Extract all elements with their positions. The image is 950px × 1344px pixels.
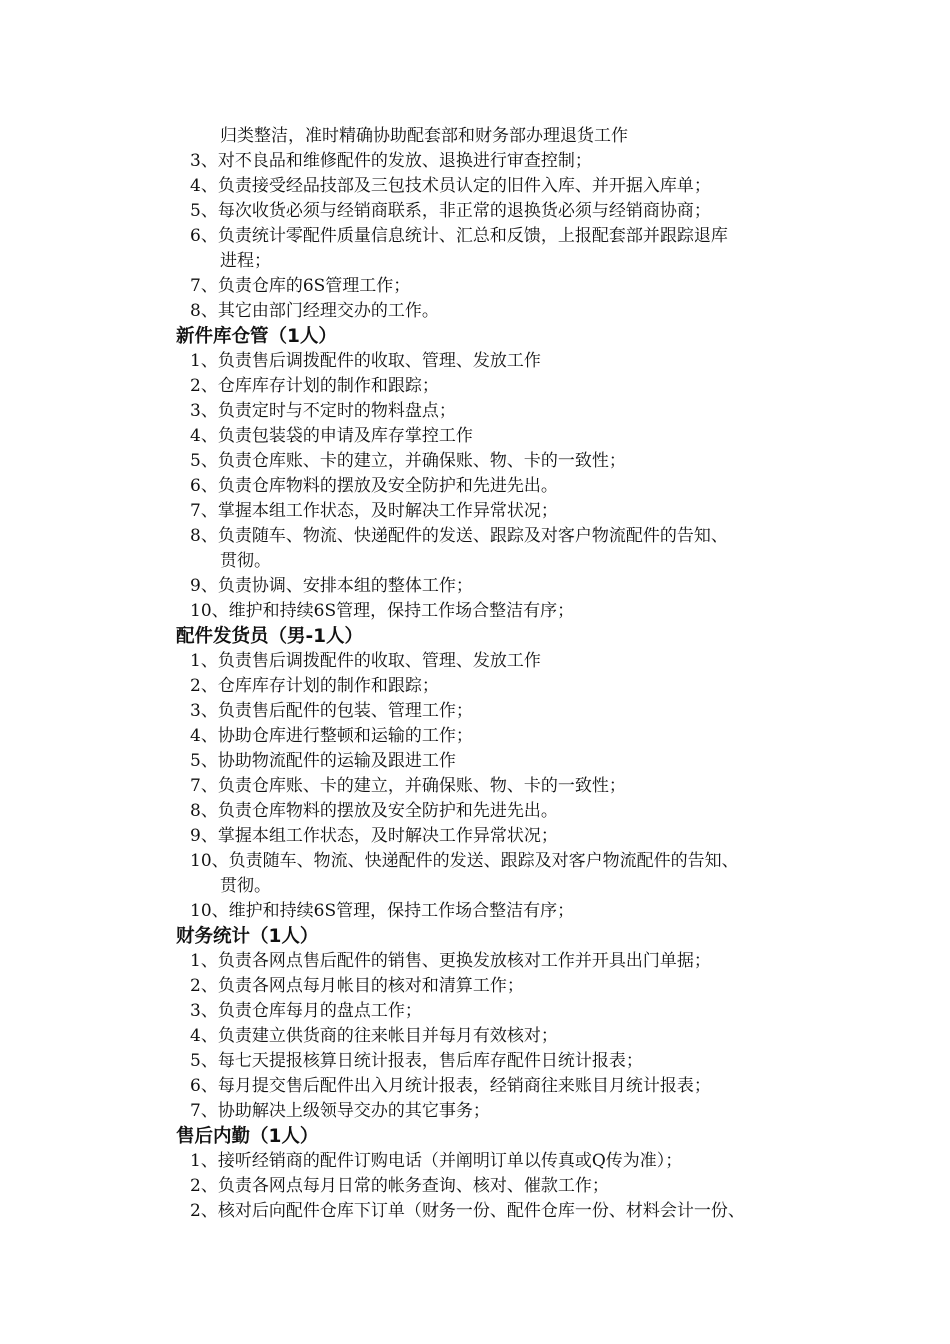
- list-item: 8、负责仓库物料的摆放及安全防护和先进先出。: [190, 801, 558, 821]
- list-item: 2、仓库库存计划的制作和跟踪；: [190, 376, 439, 396]
- section-heading: 新件库仓管（1人）: [176, 326, 337, 347]
- list-item: 7、负责仓库的6S管理工作；: [190, 276, 411, 296]
- list-item: 8、负责随车、物流、快递配件的发送、跟踪及对客户物流配件的告知、: [190, 526, 728, 546]
- list-item: 9、掌握本组工作状态，及时解决工作异常状况；: [190, 826, 558, 846]
- list-item: 3、负责售后配件的包装、管理工作；: [190, 701, 473, 721]
- document-body: [176, 124, 816, 1224]
- list-item: 4、负责接受经品技部及三包技术员认定的旧件入库、并开据入库单；: [190, 176, 711, 196]
- list-item: 1、接听经销商的配件订购电话（并阐明订单以传真或Q传为准）；: [190, 1151, 683, 1171]
- section-heading: 财务统计（1人）: [176, 926, 319, 947]
- list-item: 7、掌握本组工作状态，及时解决工作异常状况；: [190, 501, 558, 521]
- list-item: 6、负责统计零配件质量信息统计、汇总和反馈，上报配套部并跟踪退库: [190, 226, 728, 246]
- list-item: 1、负责各网点售后配件的销售、更换发放核对工作并开具出门单据；: [190, 951, 711, 971]
- list-item: 6、负责仓库物料的摆放及安全防护和先进先出。: [190, 476, 558, 496]
- list-item: 2、仓库库存计划的制作和跟踪；: [190, 676, 439, 696]
- list-item: 5、负责仓库账、卡的建立，并确保账、物、卡的一致性；: [190, 451, 626, 471]
- section-heading: 售后内勤（1人）: [176, 1126, 319, 1147]
- list-item-continuation: 贯彻。: [220, 551, 271, 571]
- list-item: 7、协助解决上级领导交办的其它事务；: [190, 1101, 490, 1121]
- list-item: 9、负责协调、安排本组的整体工作；: [190, 576, 473, 596]
- list-item: 5、每次收货必须与经销商联系，非正常的退换货必须与经销商协商；: [190, 201, 711, 221]
- list-item-continuation: 归类整洁，准时精确协助配套部和财务部办理退货工作: [220, 126, 628, 146]
- list-item: 4、负责包装袋的申请及库存掌控工作: [190, 426, 473, 446]
- list-item-continuation: 贯彻。: [220, 876, 271, 896]
- list-item: 5、每七天提报核算日统计报表，售后库存配件日统计报表；: [190, 1051, 643, 1071]
- list-item: 3、对不良品和维修配件的发放、退换进行审查控制；: [190, 151, 592, 171]
- list-item: 7、负责仓库账、卡的建立，并确保账、物、卡的一致性；: [190, 776, 626, 796]
- list-item: 10、负责随车、物流、快递配件的发送、跟踪及对客户物流配件的告知、: [190, 851, 739, 871]
- list-item: 8、其它由部门经理交办的工作。: [190, 301, 439, 321]
- section-heading: 配件发货员（男-1人）: [176, 626, 364, 647]
- list-item: 6、每月提交售后配件出入月统计报表，经销商往来账目月统计报表；: [190, 1076, 711, 1096]
- list-item: 10、维护和持续6S管理，保持工作场合整洁有序；: [190, 901, 575, 921]
- list-item: 1、负责售后调拨配件的收取、管理、发放工作: [190, 651, 541, 671]
- list-item-continuation: 进程；: [220, 251, 271, 271]
- list-item: 4、协助仓库进行整顿和运输的工作；: [190, 726, 473, 746]
- list-item: 3、负责仓库每月的盘点工作；: [190, 1001, 422, 1021]
- list-item: 2、负责各网点每月日常的帐务查询、核对、催款工作；: [190, 1176, 609, 1196]
- list-item: 5、协助物流配件的运输及跟进工作: [190, 751, 456, 771]
- list-item: 2、核对后向配件仓库下订单（财务一份、配件仓库一份、材料会计一份、: [190, 1201, 745, 1221]
- list-item: 3、负责定时与不定时的物料盘点；: [190, 401, 456, 421]
- list-item: 4、负责建立供货商的往来帐目并每月有效核对；: [190, 1026, 558, 1046]
- list-item: 10、维护和持续6S管理，保持工作场合整洁有序；: [190, 601, 575, 621]
- list-item: 1、负责售后调拨配件的收取、管理、发放工作: [190, 351, 541, 371]
- list-item: 2、负责各网点每月帐目的核对和清算工作；: [190, 976, 524, 996]
